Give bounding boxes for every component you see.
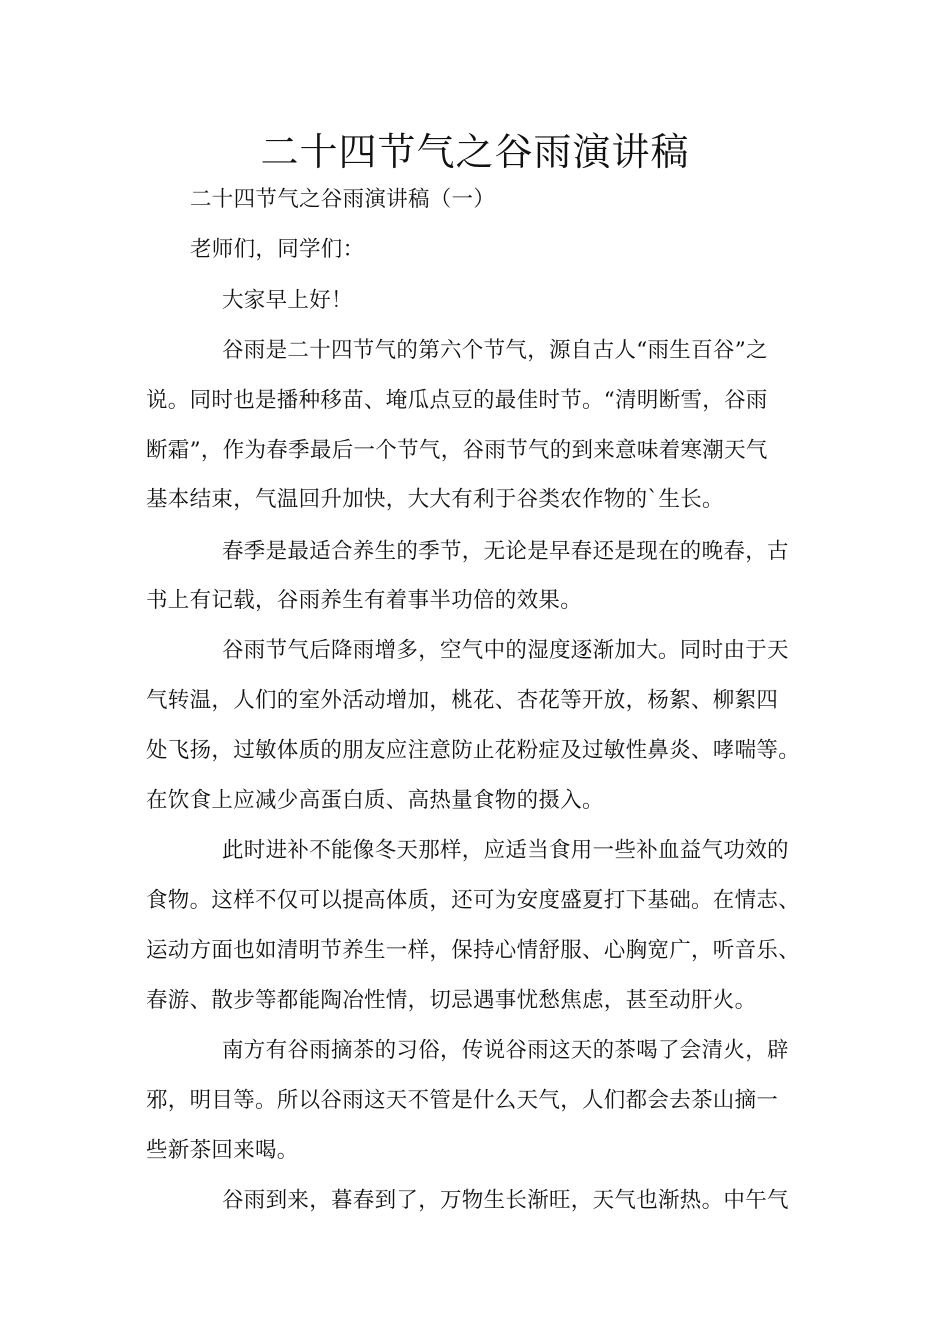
salutation: 老师们，同学们： <box>190 237 365 262</box>
text-line: 说。同时也是播种移苗、埯瓜点豆的最佳时节。“清明断雪，谷雨 <box>146 388 768 413</box>
text-line: 在饮食上应减少高蛋白质、高热量食物的摄入。 <box>146 788 604 813</box>
text-line: 些新茶回来喝。 <box>146 1138 299 1163</box>
text-line: 处飞扬，过敏体质的朋友应注意防止花粉症及过敏性鼻炎、哮喘等。 <box>146 738 801 763</box>
text-line: 此时进补不能像冬天那样，应适当食用一些补血益气功效的 <box>222 838 789 863</box>
text-line: 谷雨到来，暮春到了，万物生长渐旺，天气也渐热。中午气 <box>222 1188 789 1213</box>
text-line: 断霜”，作为春季最后一个节气，谷雨节气的到来意味着寒潮天气 <box>146 438 768 463</box>
text-line: 运动方面也如清明节养生一样，保持心情舒服、心胸宽广，听音乐、 <box>146 938 801 963</box>
document-title: 二十四节气之谷雨演讲稿 <box>260 130 690 174</box>
subtitle: 二十四节气之谷雨演讲稿（一） <box>190 187 496 212</box>
text-line: 书上有记载，谷雨养生有着事半功倍的效果。 <box>146 588 583 613</box>
greeting: 大家早上好！ <box>222 288 353 313</box>
text-line: 邪，明目等。所以谷雨这天不管是什么天气，人们都会去茶山摘一 <box>146 1088 779 1113</box>
text-line: 春季是最适合养生的季节，无论是早春还是现在的晚春，古 <box>222 539 789 564</box>
text-line: 谷雨节气后降雨增多，空气中的湿度逐渐加大。同时由于天 <box>222 638 789 663</box>
text-line: 基本结束，气温回升加快，大大有利于谷类农作物的`生长。 <box>146 487 724 512</box>
text-line: 食物。这样不仅可以提高体质，还可为安度盛夏打下基础。在情志、 <box>146 888 801 913</box>
text-line: 气转温，人们的室外活动增加，桃花、杏花等开放，杨絮、柳絮四 <box>146 688 779 713</box>
text-line: 南方有谷雨摘茶的习俗，传说谷雨这天的茶喝了会清火，辟 <box>222 1038 789 1063</box>
text-line: 春游、散步等都能陶冶性情，切忌遇事忧愁焦虑，甚至动肝火。 <box>146 988 757 1013</box>
text-line: 谷雨是二十四节气的第六个节气，源自古人“雨生百谷”之 <box>222 338 768 363</box>
